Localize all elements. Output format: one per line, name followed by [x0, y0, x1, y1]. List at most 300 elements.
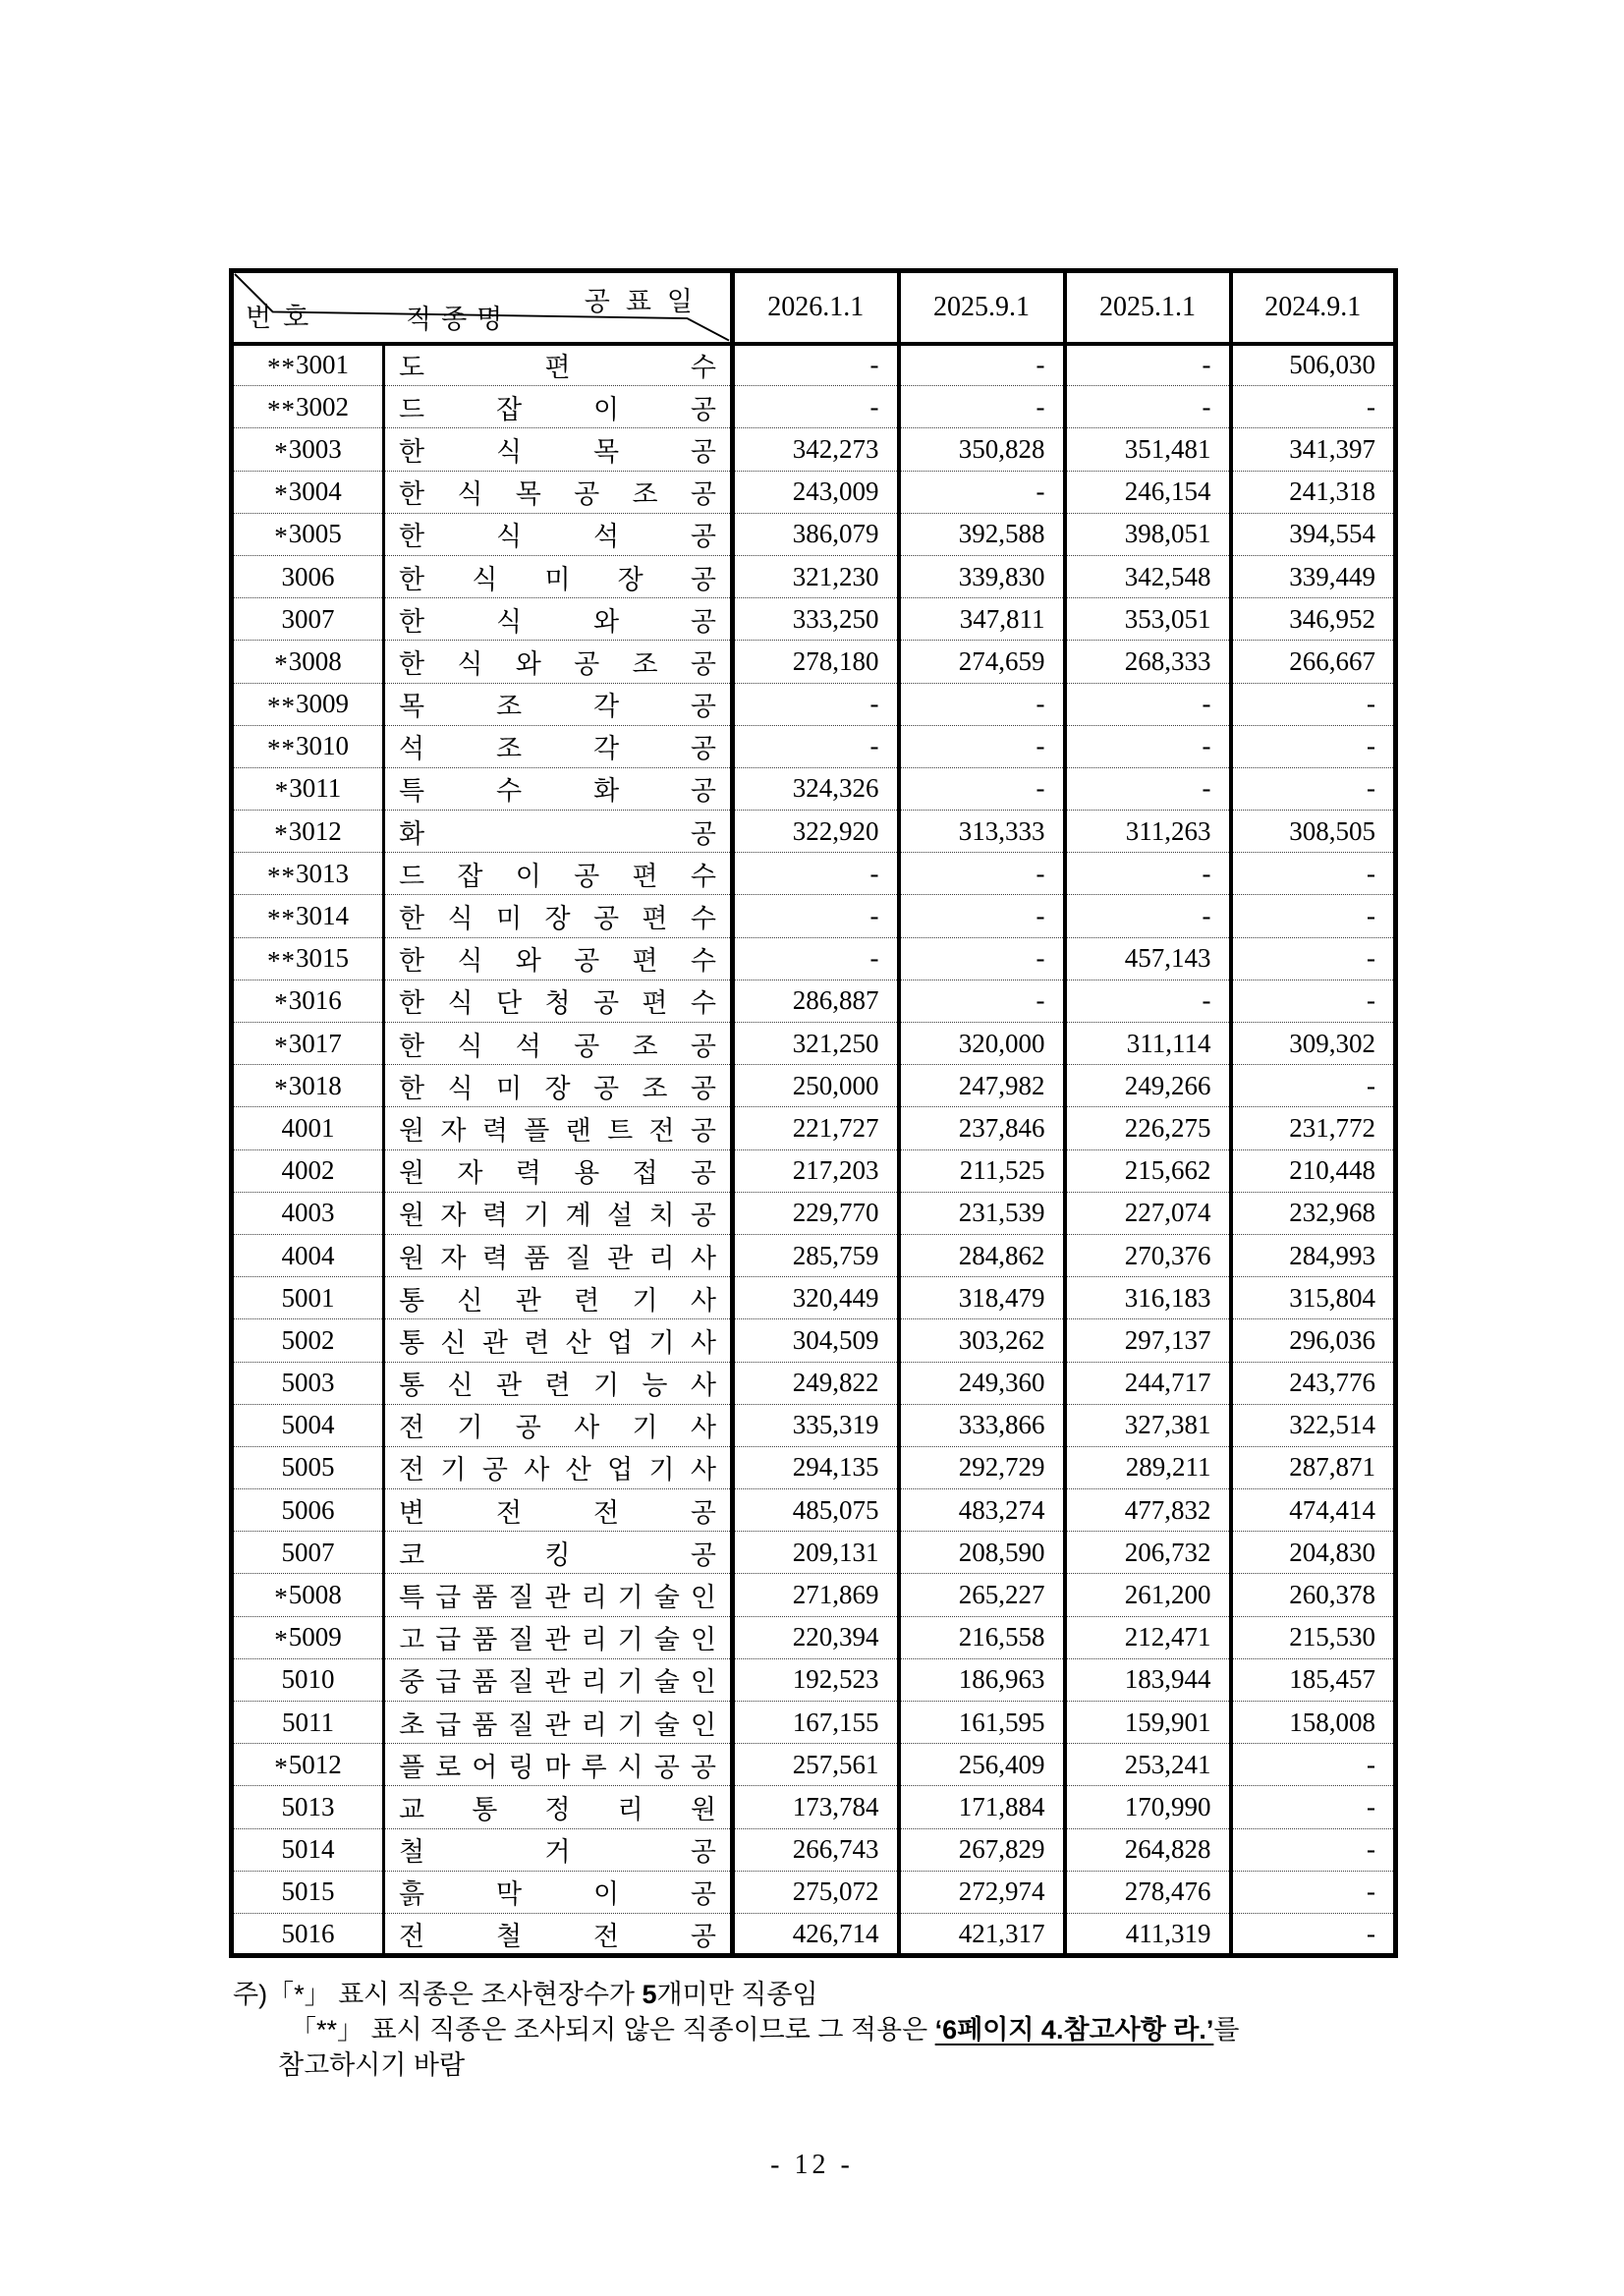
- wage-value-cell: -: [899, 683, 1065, 725]
- wage-value-cell: 256,409: [899, 1744, 1065, 1786]
- table-row: [232, 1658, 1396, 1701]
- wage-value-cell: 208,590: [899, 1532, 1065, 1574]
- wage-value-cell: -: [1231, 386, 1396, 428]
- job-code-cell: **3010: [232, 725, 384, 767]
- job-code-cell: 5013: [232, 1786, 384, 1828]
- wage-value-cell: -: [733, 683, 899, 725]
- table-row: [232, 937, 1396, 980]
- wage-value-cell: 322,920: [733, 811, 899, 853]
- table-row: [232, 555, 1396, 597]
- table-row: [232, 980, 1396, 1022]
- wage-value-cell: 250,000: [733, 1065, 899, 1107]
- table-row: [232, 811, 1396, 853]
- job-code-cell: *5008: [232, 1574, 384, 1616]
- wage-value-cell: 346,952: [1231, 598, 1396, 641]
- table-row: [232, 344, 1396, 386]
- wage-value-cell: 212,471: [1065, 1616, 1231, 1658]
- job-code-cell: *3017: [232, 1023, 384, 1065]
- wage-value-cell: 226,275: [1065, 1107, 1231, 1149]
- job-code-cell: **3009: [232, 683, 384, 725]
- job-code-cell: 5015: [232, 1871, 384, 1913]
- wage-value-cell: 286,887: [733, 980, 899, 1022]
- footnote-line-1: 주)「*」 표시 직종은 조사현장수가 5개미만 직종임: [233, 1980, 818, 2009]
- wage-value-cell: 270,376: [1065, 1234, 1231, 1276]
- date-column-header: 2025.9.1: [899, 271, 1065, 344]
- wage-value-cell: 243,009: [733, 471, 899, 513]
- job-title-cell: 드 잡 이 공 편 수: [384, 853, 733, 895]
- wage-table: [229, 268, 1398, 1958]
- job-title-cell: 중 급 품 질 관 리 기 술 인: [384, 1658, 733, 1701]
- wage-value-cell: -: [1065, 386, 1231, 428]
- wage-value-cell: 249,266: [1065, 1065, 1231, 1107]
- wage-value-cell: -: [1231, 895, 1396, 937]
- survey-flag-stars: **: [267, 692, 296, 722]
- survey-flag-stars: **: [267, 904, 296, 934]
- wage-value-cell: 247,982: [899, 1065, 1065, 1107]
- table-row: [232, 386, 1396, 428]
- table-row: [232, 853, 1396, 895]
- wage-value-cell: 271,869: [733, 1574, 899, 1616]
- job-code-cell: 5016: [232, 1913, 384, 1955]
- job-code-cell: **3013: [232, 853, 384, 895]
- table-row: [232, 895, 1396, 937]
- table-row: [232, 1532, 1396, 1574]
- table-row: [232, 1744, 1396, 1786]
- corner-header-cell: [232, 271, 733, 344]
- table-row: [232, 1489, 1396, 1532]
- table-row: [232, 1913, 1396, 1955]
- wage-value-cell: 313,333: [899, 811, 1065, 853]
- job-title-cell: 원 자 력 기 계 설 치 공: [384, 1192, 733, 1234]
- wage-value-cell: -: [1231, 1744, 1396, 1786]
- wage-value-cell: 304,509: [733, 1319, 899, 1362]
- survey-flag-stars: *: [274, 522, 289, 552]
- wage-value-cell: 394,554: [1231, 513, 1396, 555]
- wage-value-cell: 211,525: [899, 1149, 1065, 1192]
- wage-value-cell: 170,990: [1065, 1786, 1231, 1828]
- wage-value-cell: 253,241: [1065, 1744, 1231, 1786]
- wage-value-cell: 221,727: [733, 1107, 899, 1149]
- wage-value-cell: 341,397: [1231, 428, 1396, 471]
- wage-value-cell: 241,318: [1231, 471, 1396, 513]
- wage-value-cell: 309,302: [1231, 1023, 1396, 1065]
- job-title-cell: 원 자 력 플 랜 트 전 공: [384, 1107, 733, 1149]
- survey-flag-stars: **: [267, 861, 296, 891]
- wage-value-cell: 266,667: [1231, 641, 1396, 683]
- wage-value-cell: 229,770: [733, 1192, 899, 1234]
- job-title-cell: 화 공: [384, 811, 733, 853]
- job-title-cell: 한 식 석 공 조 공: [384, 1023, 733, 1065]
- job-title-cell: 원 자 력 품 질 관 리 사: [384, 1234, 733, 1276]
- wage-value-cell: -: [1231, 1913, 1396, 1955]
- wage-value-cell: 342,548: [1065, 555, 1231, 597]
- job-title-cell: 고 급 품 질 관 리 기 술 인: [384, 1616, 733, 1658]
- wage-value-cell: -: [1065, 725, 1231, 767]
- wage-value-cell: 204,830: [1231, 1532, 1396, 1574]
- job-code-cell: 5010: [232, 1658, 384, 1701]
- wage-value-cell: -: [1231, 1065, 1396, 1107]
- wage-value-cell: 237,846: [899, 1107, 1065, 1149]
- wage-value-cell: -: [899, 767, 1065, 810]
- wage-value-cell: 483,274: [899, 1489, 1065, 1532]
- table-row: [232, 1107, 1396, 1149]
- wage-value-cell: 231,772: [1231, 1107, 1396, 1149]
- footnote: [233, 1977, 1540, 2083]
- job-code-cell: 5004: [232, 1404, 384, 1446]
- page-number: - 12 -: [770, 2150, 854, 2180]
- table-row: [232, 1362, 1396, 1404]
- survey-flag-stars: *: [274, 1583, 289, 1613]
- wage-value-cell: 289,211: [1065, 1446, 1231, 1488]
- job-code-cell: 4004: [232, 1234, 384, 1276]
- wage-value-cell: 278,180: [733, 641, 899, 683]
- wage-value-cell: 167,155: [733, 1702, 899, 1744]
- job-title-cell: 교 통 정 리 원: [384, 1786, 733, 1828]
- job-code-cell: 4003: [232, 1192, 384, 1234]
- footnote-line-3: 참고하시기 바람: [278, 2050, 466, 2080]
- wage-value-cell: -: [1231, 725, 1396, 767]
- wage-value-cell: 206,732: [1065, 1532, 1231, 1574]
- job-code-cell: 5003: [232, 1362, 384, 1404]
- wage-value-cell: 318,479: [899, 1277, 1065, 1319]
- wage-value-cell: 457,143: [1065, 937, 1231, 980]
- wage-value-cell: -: [1231, 1828, 1396, 1871]
- table-row: [232, 1616, 1396, 1658]
- wage-value-cell: 316,183: [1065, 1277, 1231, 1319]
- wage-value-cell: 477,832: [1065, 1489, 1231, 1532]
- wage-value-cell: 231,539: [899, 1192, 1065, 1234]
- date-column-header: 2024.9.1: [1231, 271, 1396, 344]
- wage-value-cell: 171,884: [899, 1786, 1065, 1828]
- job-code-cell: *5012: [232, 1744, 384, 1786]
- wage-value-cell: -: [733, 725, 899, 767]
- wage-value-cell: 411,319: [1065, 1913, 1231, 1955]
- wage-value-cell: 209,131: [733, 1532, 899, 1574]
- wage-value-cell: 351,481: [1065, 428, 1231, 471]
- job-title-cell: 목 조 각 공: [384, 683, 733, 725]
- wage-value-cell: 264,828: [1065, 1828, 1231, 1871]
- wage-value-cell: -: [1231, 937, 1396, 980]
- survey-flag-stars: *: [274, 479, 289, 510]
- wage-value-cell: -: [1231, 767, 1396, 810]
- date-column-header: 2025.1.1: [1065, 271, 1231, 344]
- job-title-cell: 변 전 전 공: [384, 1489, 733, 1532]
- wage-value-cell: -: [899, 937, 1065, 980]
- wage-value-cell: 249,822: [733, 1362, 899, 1404]
- wage-value-cell: 353,051: [1065, 598, 1231, 641]
- wage-value-cell: 232,968: [1231, 1192, 1396, 1234]
- wage-value-cell: -: [899, 386, 1065, 428]
- wage-value-cell: 267,829: [899, 1828, 1065, 1871]
- table-row: [232, 683, 1396, 725]
- job-code-cell: 5002: [232, 1319, 384, 1362]
- survey-flag-stars: *: [274, 1031, 289, 1061]
- table-row: [232, 1404, 1396, 1446]
- job-title-cell: 전 기 공 사 기 사: [384, 1404, 733, 1446]
- footnote-bold-5: 5: [642, 1980, 657, 2009]
- table-row: [232, 471, 1396, 513]
- wage-value-cell: -: [899, 725, 1065, 767]
- corner-label-job-title: 직종명: [406, 304, 513, 334]
- job-title-cell: 석 조 각 공: [384, 725, 733, 767]
- table-row: [232, 1277, 1396, 1319]
- wage-value-cell: 261,200: [1065, 1574, 1231, 1616]
- job-code-cell: *3003: [232, 428, 384, 471]
- job-code-cell: 5007: [232, 1532, 384, 1574]
- wage-value-cell: -: [1065, 895, 1231, 937]
- job-title-cell: 한 식 와 공 조 공: [384, 641, 733, 683]
- wage-value-cell: -: [1231, 683, 1396, 725]
- wage-value-cell: 315,804: [1231, 1277, 1396, 1319]
- job-title-cell: 한 식 와 공: [384, 598, 733, 641]
- wage-value-cell: 215,662: [1065, 1149, 1231, 1192]
- job-code-cell: *5009: [232, 1616, 384, 1658]
- table-row: [232, 428, 1396, 471]
- wage-value-cell: 173,784: [733, 1786, 899, 1828]
- wage-table-body: [232, 344, 1396, 1956]
- wage-value-cell: 333,866: [899, 1404, 1065, 1446]
- table-row: [232, 1871, 1396, 1913]
- survey-flag-stars: **: [267, 946, 296, 977]
- table-row: [232, 725, 1396, 767]
- job-title-cell: 한 식 미 장 공: [384, 555, 733, 597]
- survey-flag-stars: **: [267, 353, 296, 383]
- table-row: [232, 1234, 1396, 1276]
- job-title-cell: 코 킹 공: [384, 1532, 733, 1574]
- wage-value-cell: 324,326: [733, 767, 899, 810]
- wage-value-cell: 485,075: [733, 1489, 899, 1532]
- wage-value-cell: 321,230: [733, 555, 899, 597]
- job-code-cell: *3008: [232, 641, 384, 683]
- table-row: [232, 1446, 1396, 1488]
- wage-value-cell: 303,262: [899, 1319, 1065, 1362]
- job-code-cell: 5014: [232, 1828, 384, 1871]
- job-code-cell: 4002: [232, 1149, 384, 1192]
- wage-value-cell: -: [1231, 1786, 1396, 1828]
- table-row: [232, 1828, 1396, 1871]
- corner-label-publication-date: 공표일: [584, 287, 708, 316]
- table-row: [232, 1023, 1396, 1065]
- wage-value-cell: 392,588: [899, 513, 1065, 555]
- wage-value-cell: 274,659: [899, 641, 1065, 683]
- job-title-cell: 한 식 미 장 공 조 공: [384, 1065, 733, 1107]
- job-title-cell: 한 식 석 공: [384, 513, 733, 555]
- table-row: [232, 767, 1396, 810]
- wage-value-cell: 421,317: [899, 1913, 1065, 1955]
- wage-value-cell: -: [733, 895, 899, 937]
- job-title-cell: 특 수 화 공: [384, 767, 733, 810]
- job-code-cell: 3006: [232, 555, 384, 597]
- wage-value-cell: 311,263: [1065, 811, 1231, 853]
- wage-value-cell: 506,030: [1289, 350, 1375, 380]
- table-row: [232, 1319, 1396, 1362]
- wage-value-cell: 320,000: [899, 1023, 1065, 1065]
- table-row: [232, 1574, 1396, 1616]
- wage-value-cell: 284,993: [1231, 1234, 1396, 1276]
- wage-value-cell: 268,333: [1065, 641, 1231, 683]
- job-title-cell: 도 편 수: [384, 344, 733, 386]
- job-code-cell: 4001: [232, 1107, 384, 1149]
- wage-value-cell: 272,974: [899, 1871, 1065, 1913]
- table-row: [232, 1065, 1396, 1107]
- wage-value-cell: 159,901: [1065, 1702, 1231, 1744]
- wage-value-cell: 257,561: [733, 1744, 899, 1786]
- wage-value-cell: 339,449: [1231, 555, 1396, 597]
- job-title-cell: 전 기 공 사 산 업 기 사: [384, 1446, 733, 1488]
- wage-value-cell: -: [1231, 980, 1396, 1022]
- header-row: [232, 271, 1396, 344]
- job-title-cell: 드 잡 이 공: [384, 386, 733, 428]
- wage-value-cell: 333,250: [733, 598, 899, 641]
- job-code-cell: *3005: [232, 513, 384, 555]
- job-title-cell: 한 식 목 공: [384, 428, 733, 471]
- wage-value-cell: 183,944: [1065, 1658, 1231, 1701]
- footnote-reference-link: ‘6페이지 4.참고사항 라.’: [934, 2015, 1214, 2044]
- wage-value-cell: 210,448: [1231, 1149, 1396, 1192]
- job-title-cell: 한 식 목 공 조 공: [384, 471, 733, 513]
- wage-value-cell: -: [1231, 853, 1396, 895]
- wage-value-cell: 327,381: [1065, 1404, 1231, 1446]
- job-code-cell: *3016: [232, 980, 384, 1022]
- job-code-cell: 3007: [232, 598, 384, 641]
- wage-value-cell: 246,154: [1065, 471, 1231, 513]
- job-code-cell: 5005: [232, 1446, 384, 1488]
- table-row: [232, 1702, 1396, 1744]
- wage-value-cell: 398,051: [1065, 513, 1231, 555]
- wage-value-cell: 297,137: [1065, 1319, 1231, 1362]
- wage-value-cell: 339,830: [899, 555, 1065, 597]
- wage-value-cell: 386,079: [733, 513, 899, 555]
- wage-value-cell: 342,273: [733, 428, 899, 471]
- table-row: [232, 1192, 1396, 1234]
- wage-value-cell: -: [733, 937, 899, 980]
- job-title-cell: 플 로 어 링 마 루 시 공 공: [384, 1744, 733, 1786]
- wage-value-cell: 350,828: [899, 428, 1065, 471]
- table-row: [232, 1786, 1396, 1828]
- job-code-cell: 5006: [232, 1489, 384, 1532]
- table-row: [232, 641, 1396, 683]
- wage-value-cell: 220,394: [733, 1616, 899, 1658]
- wage-value-cell: -: [1065, 683, 1231, 725]
- wage-value-cell: -: [1065, 853, 1231, 895]
- job-title-cell: 원 자 력 용 접 공: [384, 1149, 733, 1192]
- survey-flag-stars: **: [267, 734, 296, 764]
- wage-value-cell: 296,036: [1231, 1319, 1396, 1362]
- wage-value-cell: 227,074: [1065, 1192, 1231, 1234]
- job-title-cell: 철 거 공: [384, 1828, 733, 1871]
- survey-flag-stars: *: [274, 1752, 289, 1782]
- wage-value-cell: 265,227: [899, 1574, 1065, 1616]
- wage-value-cell: 474,414: [1231, 1489, 1396, 1532]
- wage-value-cell: 185,457: [1231, 1658, 1396, 1701]
- wage-value-cell: -: [1065, 344, 1231, 386]
- wage-value-cell: -: [1231, 1871, 1396, 1913]
- wage-value-cell: 275,072: [733, 1871, 899, 1913]
- job-title-cell: 한 식 와 공 편 수: [384, 937, 733, 980]
- wage-value-cell: 322,514: [1231, 1404, 1396, 1446]
- wage-value-cell: -: [899, 853, 1065, 895]
- wage-value-cell: 320,449: [733, 1277, 899, 1319]
- footnote-line-2: 「**」 표시 직종은 조사되지 않은 직종이므로 그 적용은 ‘6페이지 4.참고사항 라.’를: [290, 2015, 1240, 2044]
- wage-value-cell: 284,862: [899, 1234, 1065, 1276]
- corner-label-number: 번호: [246, 302, 321, 332]
- survey-flag-stars: *: [274, 988, 289, 1019]
- job-title-cell: 한 식 미 장 공 편 수: [384, 895, 733, 937]
- job-code-cell: *3011: [232, 767, 384, 810]
- table-row: [232, 1149, 1396, 1192]
- wage-value-cell: -: [899, 471, 1065, 513]
- job-code-cell: *3018: [232, 1065, 384, 1107]
- survey-flag-stars: *: [274, 818, 289, 849]
- wage-value-cell: -: [1065, 767, 1231, 810]
- survey-flag-stars: *: [274, 1073, 289, 1103]
- job-code-cell: **3015: [232, 937, 384, 980]
- job-title-cell: 통 신 관 련 기 능 사: [384, 1362, 733, 1404]
- wage-value-cell: 311,114: [1065, 1023, 1231, 1065]
- wage-value-cell: -: [733, 344, 899, 386]
- job-title-cell: 한 식 단 청 공 편 수: [384, 980, 733, 1022]
- survey-flag-stars: *: [274, 776, 290, 807]
- survey-flag-stars: *: [274, 648, 289, 679]
- wage-value-cell: 243,776: [1231, 1362, 1396, 1404]
- wage-value-cell: 249,360: [899, 1362, 1065, 1404]
- job-code-cell: *3012: [232, 811, 384, 853]
- date-column-header: 2026.1.1: [733, 271, 899, 344]
- job-title-cell: 통 신 관 련 기 사: [384, 1277, 733, 1319]
- job-code-cell: **3001: [232, 344, 384, 386]
- wage-value-cell: 266,743: [733, 1828, 899, 1871]
- wage-value-cell: -: [1065, 980, 1231, 1022]
- job-code-cell: **3002: [232, 386, 384, 428]
- table-row: [232, 513, 1396, 555]
- wage-value-cell: 426,714: [733, 1913, 899, 1955]
- wage-value-cell: 260,378: [1231, 1574, 1396, 1616]
- wage-value-cell: 287,871: [1231, 1446, 1396, 1488]
- job-code-cell: **3014: [232, 895, 384, 937]
- wage-value-cell: 158,008: [1231, 1702, 1396, 1744]
- wage-value-cell: 294,135: [733, 1446, 899, 1488]
- job-title-cell: 전 철 전 공: [384, 1913, 733, 1955]
- wage-value-cell: 292,729: [899, 1446, 1065, 1488]
- wage-value-cell: 215,530: [1231, 1616, 1396, 1658]
- job-title-cell: 특 급 품 질 관 리 기 술 인: [384, 1574, 733, 1616]
- job-code-cell: *3004: [232, 471, 384, 513]
- wage-value-cell: 217,203: [733, 1149, 899, 1192]
- job-title-cell: 흙 막 이 공: [384, 1871, 733, 1913]
- wage-value-cell: 285,759: [733, 1234, 899, 1276]
- wage-value-cell: -: [899, 980, 1065, 1022]
- wage-value-cell: 321,250: [733, 1023, 899, 1065]
- table-row: [232, 598, 1396, 641]
- survey-flag-stars: *: [274, 436, 289, 467]
- survey-flag-stars: *: [274, 1625, 289, 1655]
- job-title-cell: 통 신 관 련 산 업 기 사: [384, 1319, 733, 1362]
- wage-value-cell: 216,558: [899, 1616, 1065, 1658]
- job-code-cell: 5011: [232, 1702, 384, 1744]
- job-code-cell: 5001: [232, 1277, 384, 1319]
- wage-value-cell: -: [733, 386, 899, 428]
- job-title-cell: 초 급 품 질 관 리 기 술 인: [384, 1702, 733, 1744]
- wage-value-cell: -: [899, 344, 1065, 386]
- wage-value-cell: 244,717: [1065, 1362, 1231, 1404]
- wage-value-cell: 308,505: [1231, 811, 1396, 853]
- wage-value-cell: 278,476: [1065, 1871, 1231, 1913]
- wage-value-cell: -: [899, 895, 1065, 937]
- wage-value-cell: 192,523: [733, 1658, 899, 1701]
- wage-value-cell: 161,595: [899, 1702, 1065, 1744]
- wage-value-cell: 347,811: [899, 598, 1065, 641]
- survey-flag-stars: **: [267, 394, 296, 424]
